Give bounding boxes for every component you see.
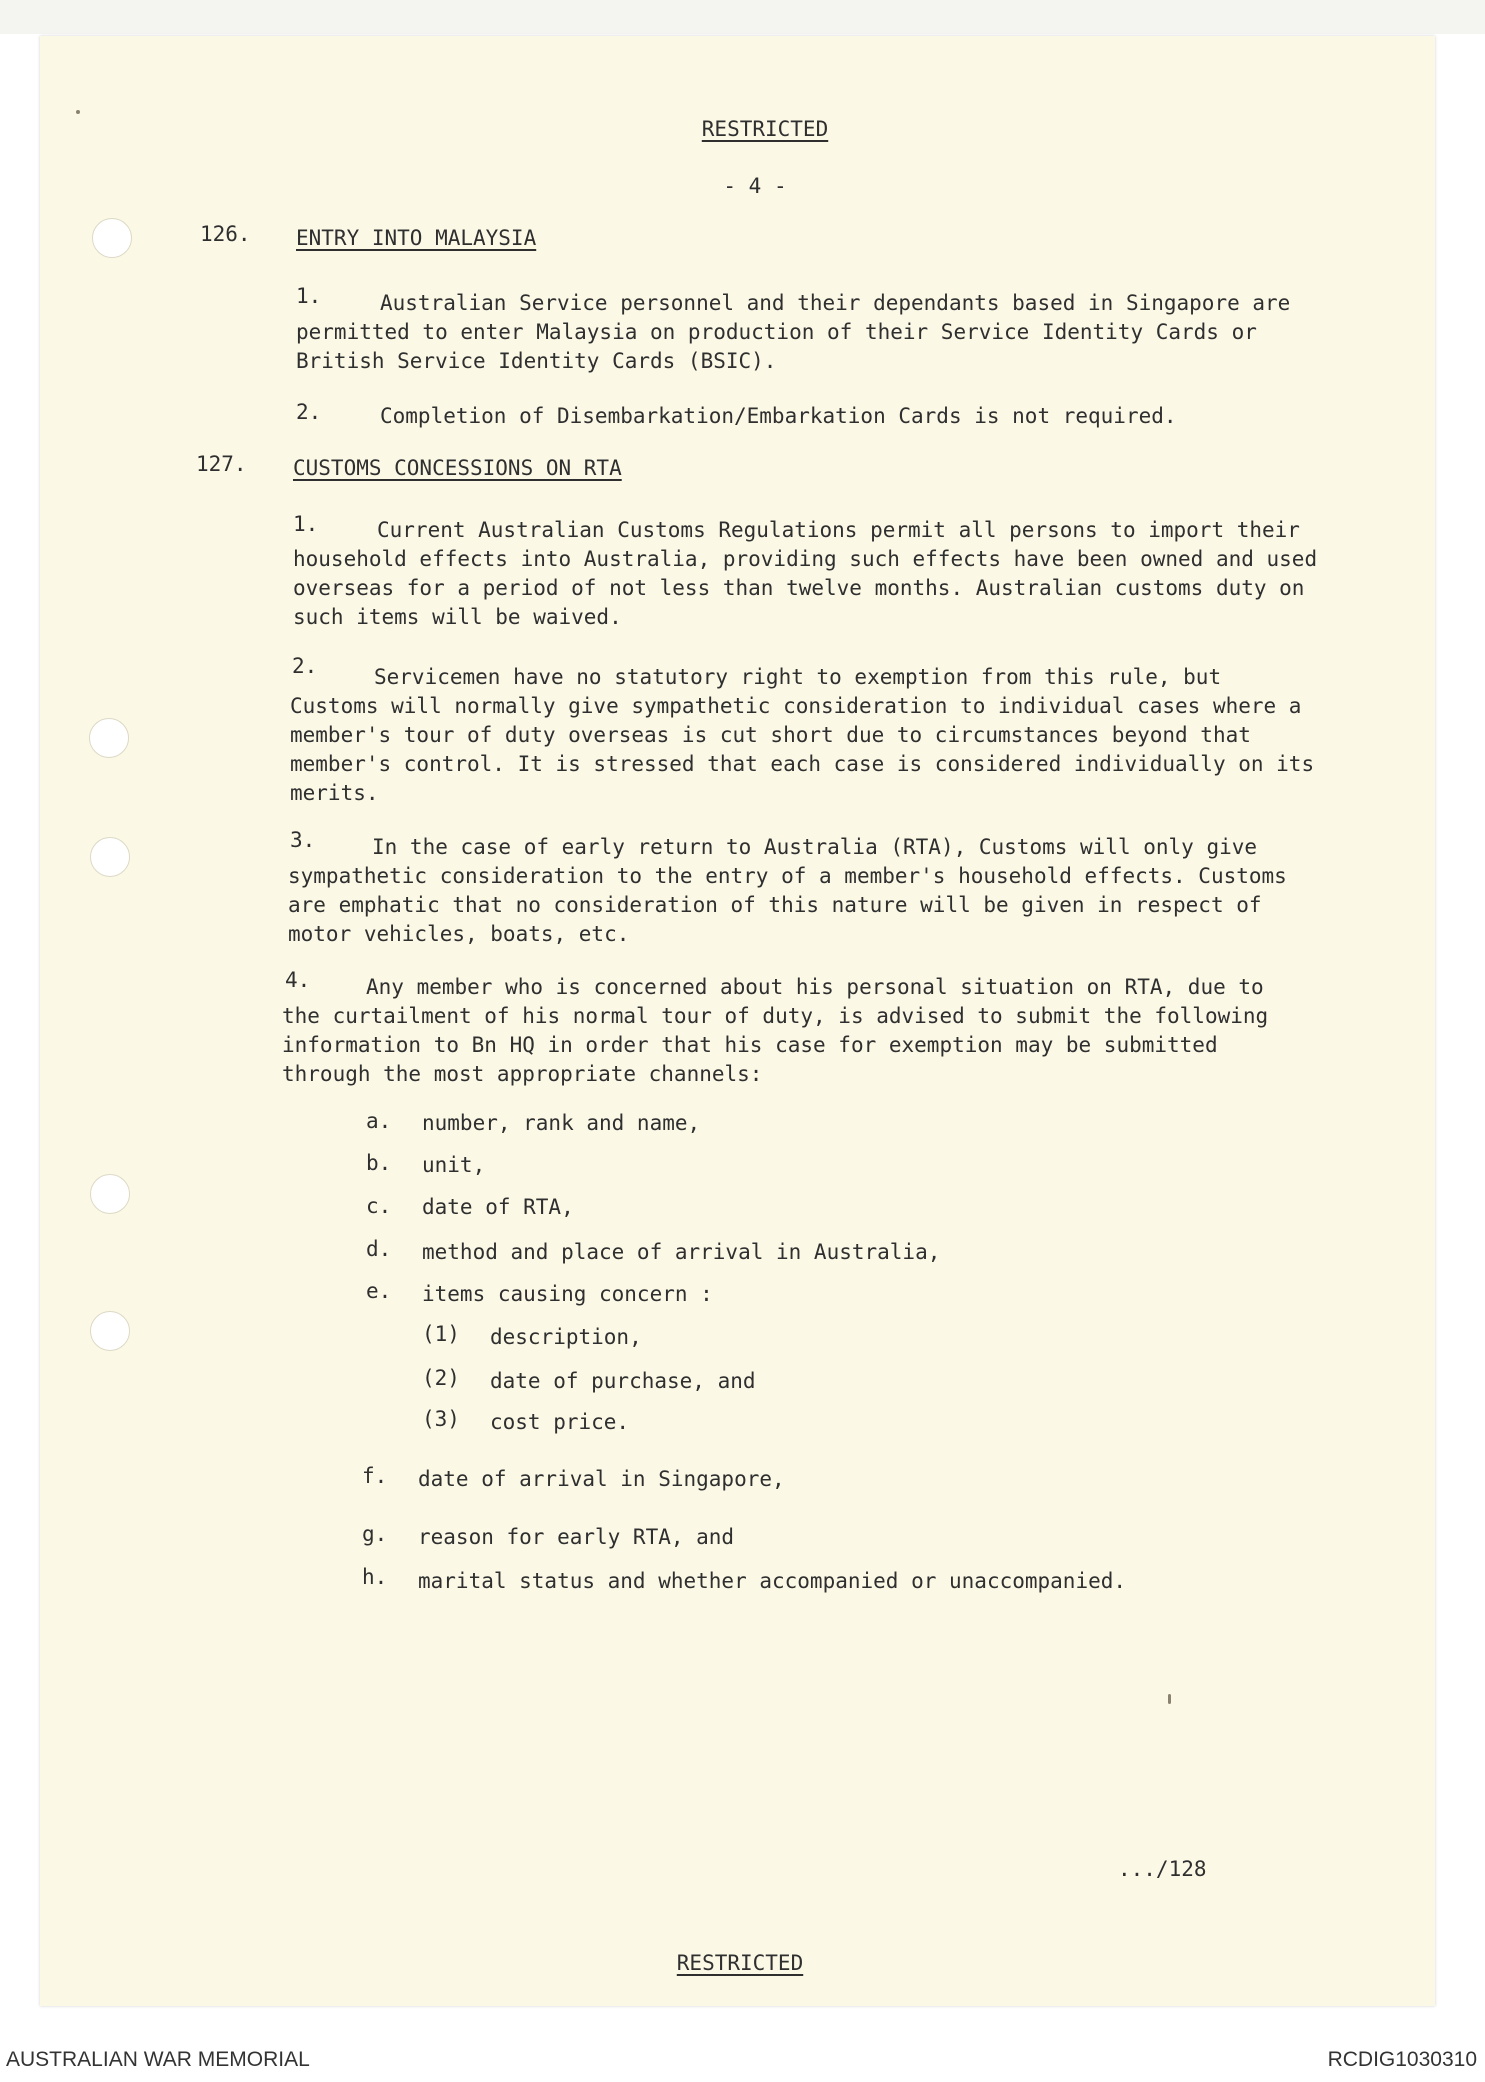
list-item-text: date of arrival in Singapore, bbox=[418, 1467, 785, 1491]
archive-source-label: AUSTRALIAN WAR MEMORIAL bbox=[6, 2048, 310, 2071]
paragraph-number: 1. bbox=[293, 512, 319, 536]
sub-item-label: (3) bbox=[422, 1407, 460, 1431]
list-item-label: c. bbox=[366, 1194, 392, 1218]
classification-footer: RESTRICTED bbox=[676, 1951, 804, 1975]
page-number: - 4 - bbox=[723, 174, 787, 198]
paragraph-text: Completion of Disembarkation/Embarkation Cards is not required. bbox=[380, 404, 1177, 428]
punch-hole bbox=[90, 1174, 130, 1214]
paragraph-number: 4. bbox=[285, 968, 311, 992]
classification-header: RESTRICTED bbox=[701, 117, 829, 141]
scan-background bbox=[0, 0, 1485, 34]
list-item-label: f. bbox=[362, 1464, 388, 1488]
section-number: 127. bbox=[196, 452, 247, 476]
paragraph-text: Any member who is concerned about his personal situation on RTA, due to the curtailment of his normal tour of duty, is advised to submit the following information to Bn HQ in order that his case for exemption may be submitted through the most appropriate channels: bbox=[282, 975, 1269, 1086]
list-item-label: a. bbox=[366, 1109, 392, 1133]
section-number: 126. bbox=[200, 222, 251, 246]
paragraph-number: 1. bbox=[296, 284, 322, 308]
list-item-text: date of RTA, bbox=[422, 1195, 574, 1219]
punch-hole bbox=[90, 837, 130, 877]
paragraph-number: 2. bbox=[296, 400, 322, 424]
paragraph-text: Current Australian Customs Regulations permit all persons to import their household effects into Australia, providing such effects have been owned and used overseas for a period of not less than twelve months. Australian customs duty on such items will be waived. bbox=[293, 518, 1318, 629]
continuation-marker: .../128 bbox=[1118, 1857, 1207, 1881]
list-item-text: marital status and whether accompanied or unaccompanied. bbox=[418, 1569, 1127, 1593]
sub-item-label: (2) bbox=[422, 1366, 460, 1390]
list-item-text: reason for early RTA, and bbox=[418, 1525, 735, 1549]
archive-record-id: RCDIG1030310 bbox=[1327, 2048, 1477, 2071]
list-item-text: number, rank and name, bbox=[422, 1111, 701, 1135]
paragraph-number: 3. bbox=[290, 828, 316, 852]
scan-speck bbox=[76, 110, 80, 114]
punch-hole bbox=[92, 218, 132, 258]
section-heading: ENTRY INTO MALAYSIA bbox=[296, 226, 537, 250]
scan-speck bbox=[1168, 1694, 1171, 1704]
paragraph-number: 2. bbox=[292, 654, 318, 678]
list-item-text: unit, bbox=[422, 1153, 486, 1177]
paragraph-text: Servicemen have no statutory right to exemption from this rule, but Customs will normally give sympathetic consideration to individual cases where a member's tour of duty overseas is cut short due to circumstances beyond that member's control. It is stressed that each case is considered individually on its merits. bbox=[290, 665, 1315, 805]
paragraph-text: Australian Service personnel and their dependants based in Singapore are permitted to enter Malaysia on production of their Service Identity Cards or British Service Identity Cards (BSIC). bbox=[296, 291, 1291, 373]
sub-item-text: date of purchase, and bbox=[490, 1369, 756, 1393]
sub-item-text: description, bbox=[490, 1325, 642, 1349]
list-item-label: b. bbox=[366, 1151, 392, 1175]
paragraph-text: In the case of early return to Australia (RTA), Customs will only give sympathetic consideration to the entry of a member's household effects. Customs are emphatic that no consideration of this nature will be given in respect of motor vehicles, boats, etc. bbox=[288, 835, 1287, 946]
sub-item-text: cost price. bbox=[490, 1410, 630, 1434]
sub-item-label: (1) bbox=[422, 1322, 460, 1346]
section-heading: CUSTOMS CONCESSIONS ON RTA bbox=[293, 456, 622, 480]
list-item-text: method and place of arrival in Australia, bbox=[422, 1240, 941, 1264]
list-item-label: h. bbox=[362, 1565, 388, 1589]
punch-hole bbox=[90, 1311, 130, 1351]
list-item-label: e. bbox=[366, 1279, 392, 1303]
list-item-label: g. bbox=[362, 1522, 388, 1546]
list-item-text: items causing concern : bbox=[422, 1282, 713, 1306]
list-item-label: d. bbox=[366, 1237, 392, 1261]
punch-hole bbox=[89, 718, 129, 758]
